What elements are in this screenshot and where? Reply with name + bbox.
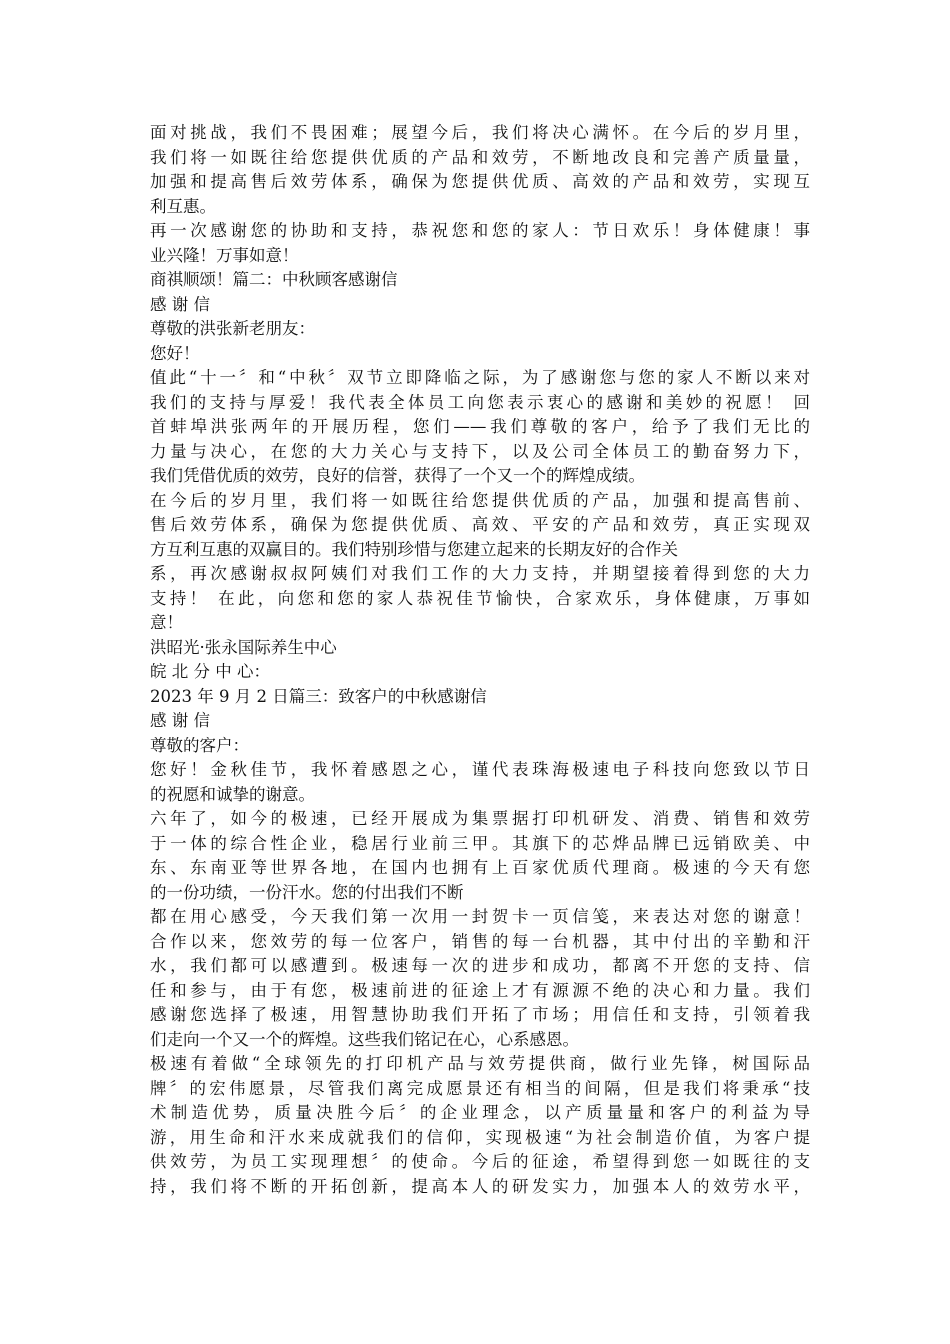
text-line: 术制造优势，质量决胜今后〞的企业理念，以产质量量和客户的利益为导 [150,1103,810,1122]
text-line: 系，再次感谢叔叔阿姨们对我们工作的大力支持，并期望接着得到您的大力 [150,564,810,583]
text-line: 水，我们都可以感遭到。极速每一次的进步和成功，都离不开您的支持、信 [150,956,810,975]
text-line: 面对挑战，我们不畏困难；展望今后，我们将决心满怀。在今后的岁月里， [150,123,810,142]
text-line: 牌〞的宏伟愿景，尽管我们离完成愿景还有相当的间隔，但是我们将秉承“技 [150,1078,810,1098]
text-line: 意！ [150,613,183,632]
text-line: 售后效劳体系，确保为您提供优质、高效、平安的产品和效劳，真正实现双 [150,515,810,534]
text-line: 的一份功绩，一份汗水。您的付出我们不断 [150,882,464,902]
text-line: 加强和提高售后效劳体系，确保为您提供优质、高效的产品和效劳，实现互 [150,172,810,191]
text-line: 的祝愿和诚挚的谢意。 [150,784,315,804]
text-line: 合作以来，您效劳的每一位客户，销售的每一台机器，其中付出的辛勤和汗 [150,931,810,951]
text-line: 们走向一个又一个的辉煌。这些我们铭记在心，心系感恩。 [150,1029,579,1049]
text-line: 业兴隆！万事如意！ [150,245,299,265]
text-line: 支持！ 在此，向您和您的家人恭祝佳节愉快，合家欢乐，身体健康，万事如 [150,588,810,608]
text-line: 尊敬的洪张新老朋友： [150,319,315,338]
text-line: 我们凭借优质的效劳，良好的信誉，获得了一个又一个的辉煌成绩。 [150,466,645,485]
text-line: 您好！ [150,343,200,363]
text-line: 我们将一如既往给您提供优质的产品和效劳，不断地改良和完善产质量量， [150,147,810,167]
text-line: 任和参与，由于有您，极速前进的征途上才有源源不绝的决心和力量。我们 [150,980,810,1000]
text-line: 尊敬的客户： [150,735,249,755]
text-line: 值此“十一〞和“中秋〞双节立即降临之际，为了感谢您与您的家人不断以来对 [150,368,810,387]
text-line: 商祺顺颂！篇二：中秋顾客感谢信 [150,270,398,289]
text-line: 供效劳，为员工实现理想〞的使命。今后的征途，希望得到您一如既往的支 [150,1152,810,1171]
text-line: 皖 北 分 中 心： [150,662,270,681]
text-line: 都在用心感受，今天我们第一次用一封贺卡一页信笺，来表达对您的谢意！ [150,907,810,926]
text-line: 东、东南亚等世界各地，在国内也拥有上百家优质代理商。极速的今天有您 [150,858,810,877]
text-line: 极速有着做“全球领先的打印机产品与效劳提供商，做行业先锋，树国际品 [150,1054,810,1073]
text-line: 您好！金秋佳节，我怀着感恩之心，谨代表珠海极速电子科技向您致以节日 [150,760,810,779]
document-body [150,121,810,1199]
text-line: 首蚌埠洪张两年的开展历程，您们——我们尊敬的客户，给予了我们无比的 [150,417,810,436]
text-line: 2023 年 9 月 2 日篇三：致客户的中秋感谢信 [150,686,487,706]
text-line: 持，我们将不断的开拓创新，提高本人的研发实力，加强本人的效劳水平， [150,1176,810,1196]
text-line: 六年了，如今的极速，已经开展成为集票据打印机研发、消费、销售和效劳 [150,809,810,828]
text-line: 我们的支持与厚爱！我代表全体员工向您表示衷心的感谢和美妙的祝愿！ 回 [150,392,810,412]
text-line: 感谢您选择了极速，用智慧协助我们开拓了市场；用信任和支持，引领着我 [150,1005,810,1024]
text-line: 于一体的综合性企业，稳居行业前三甲。其旗下的芯烨品牌已远销欧美、中 [150,833,810,853]
text-line: 洪昭光·张永国际养生中心 [150,637,337,657]
text-line: 力量与决心，在您的大力关心与支持下，以及公司全体员工的勤奋努力下， [150,441,810,461]
text-line: 感 谢 信 [150,711,210,730]
text-line: 在今后的岁月里，我们将一如既往给您提供优质的产品，加强和提高售前、 [150,490,810,510]
text-line: 再一次感谢您的协助和支持，恭祝您和您的家人：节日欢乐！身体健康！事 [150,221,810,240]
text-line: 游，用生命和汗水来成就我们的信仰，实现极速“为社会制造价值，为客户提 [150,1127,810,1147]
text-line: 方互利互惠的双赢目的。我们特别珍惜与您建立起来的长期友好的合作关 [150,539,678,559]
text-line: 感 谢 信 [150,294,210,314]
text-line: 利互惠。 [150,196,216,216]
